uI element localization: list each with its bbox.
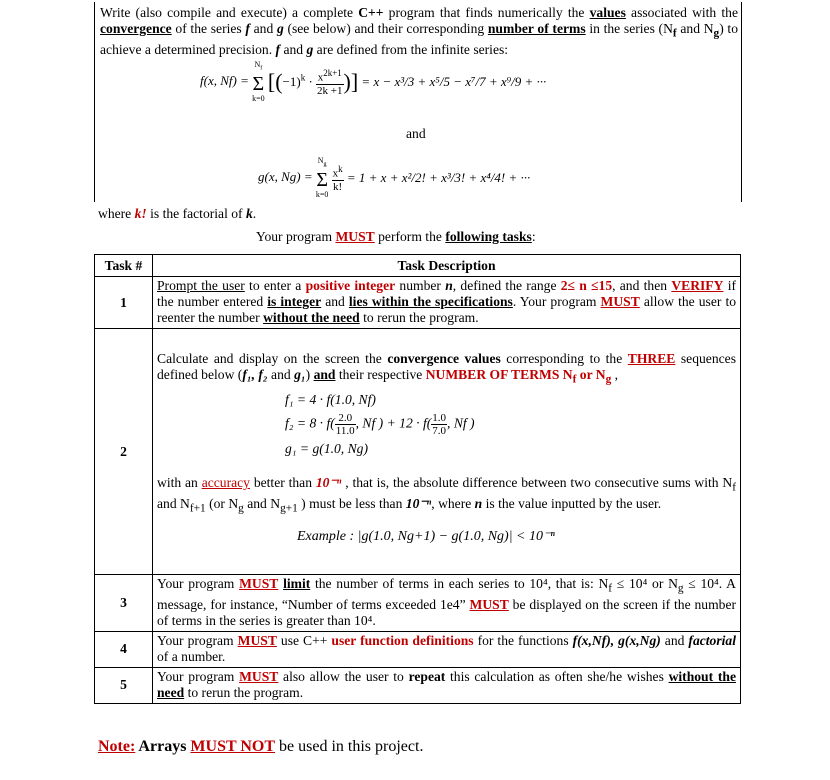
- task-description: [153, 667, 741, 703]
- header-task-number: Task #: [95, 255, 153, 277]
- intro-text: are defined from the infinite series:: [313, 41, 509, 57]
- task-text: without the need: [263, 310, 360, 325]
- task-text: . Your program: [512, 294, 601, 309]
- intro-text: associated with the: [625, 5, 738, 20]
- intro-convergence: convergence: [100, 21, 172, 36]
- task-text: to rerun the program.: [359, 310, 479, 325]
- task-text: Your program: [157, 632, 238, 648]
- note-text: be used in this project.: [275, 738, 424, 755]
- task-text: factorial: [688, 632, 736, 648]
- task-text: this calculation as often she/he wishes: [445, 668, 669, 684]
- task-text: to rerun the program.: [184, 684, 304, 700]
- task-text: for the functions: [473, 632, 573, 648]
- where-text: is the factorial of: [146, 206, 246, 221]
- task-text: Prompt the user: [157, 278, 245, 293]
- table-row: [95, 277, 741, 329]
- task-text: if the number entered: [157, 278, 736, 309]
- task-text: ): [305, 367, 314, 383]
- g-term-fraction: $\frac{x^k}{k!}$: [332, 163, 343, 193]
- task-description: [153, 329, 741, 575]
- tasks-table: [94, 254, 741, 704]
- heading-following-tasks: following tasks: [445, 229, 532, 244]
- task-text: is the value inputted by the user.: [482, 495, 662, 511]
- task-text: ≤ 10⁴ or N: [612, 576, 678, 591]
- task-text: number: [395, 278, 446, 293]
- task-text: of a number.: [157, 648, 226, 664]
- task-text: ) must be less than: [297, 495, 406, 511]
- task-description: [153, 631, 741, 667]
- intro-sub: g: [713, 27, 720, 40]
- task-number: 1: [95, 277, 153, 329]
- intro-paragraph: [100, 5, 738, 58]
- task-text: f₁, f₂: [242, 367, 268, 383]
- task-text: g+1: [280, 502, 298, 515]
- intro-text: and: [280, 41, 307, 57]
- table-row: [95, 667, 741, 703]
- tasks-heading: [256, 229, 536, 245]
- table-row: [95, 329, 741, 575]
- intro-g: g: [306, 41, 314, 57]
- task-text: (or N: [205, 495, 239, 511]
- task-text: 10⁻ⁿ: [315, 475, 342, 491]
- task-number: 4: [95, 631, 153, 667]
- formula-part: , Nf ): [447, 415, 475, 431]
- where-k: k: [245, 206, 253, 221]
- note-line: [98, 738, 423, 756]
- intro-f: f: [245, 21, 250, 36]
- g-equation-rhs: = 1 + x + x²/2! + x³/3! + x⁴/4! + ···: [346, 169, 531, 185]
- task-text: with an: [157, 475, 202, 491]
- task-text: THREE: [627, 351, 676, 367]
- task-text: and: [321, 294, 349, 309]
- task2-accuracy: [157, 475, 736, 516]
- formula-part: , Nf ) + 12 · f(: [355, 415, 432, 431]
- where-factorial: k!: [134, 206, 147, 221]
- task-text: also allow the user to: [278, 668, 409, 684]
- f2-fraction-2: [431, 412, 447, 437]
- heading-must: MUST: [335, 229, 375, 244]
- task-text: the number of terms in each series to 10⁴, that is: N: [310, 576, 609, 591]
- task-text: , that is, the absolute difference between two consecutive sums with N: [341, 475, 733, 491]
- fraction-num: 2.0: [335, 412, 356, 425]
- task-text: f: [608, 582, 613, 595]
- task-text: g₁: [294, 367, 306, 383]
- example-formula: Example : |g(1.0, Ng+1) − g(1.0, Ng)| < 10⁻ⁿ: [297, 528, 555, 544]
- task-text: use C++: [276, 632, 332, 648]
- task-text: Your program: [157, 576, 240, 591]
- table-row: [95, 575, 741, 632]
- intro-g: g: [276, 21, 284, 36]
- task-text: without the need: [157, 668, 736, 700]
- where-text: .: [252, 206, 257, 221]
- f-term-fraction: $\frac{x^{2k+1}}{2k +1}$: [317, 67, 343, 97]
- task-text: 2≤ n ≤15: [560, 278, 613, 293]
- fraction-num: 1.0: [432, 412, 447, 425]
- where-line: [98, 206, 256, 222]
- table-row: [95, 631, 741, 667]
- f-equation-rhs: = x − x³/3 + x⁵/5 − x⁷/7 + x⁹/9 + ···: [361, 73, 547, 89]
- task-text: sequences defined below (: [157, 351, 736, 383]
- task-text: their respective: [335, 367, 426, 383]
- note-label: Note:: [98, 738, 136, 755]
- bracket-open: [(: [267, 68, 283, 94]
- task-number: 5: [95, 667, 153, 703]
- task-text: MUST: [600, 294, 640, 309]
- task-description: [153, 277, 741, 329]
- task-text: ,: [611, 367, 619, 383]
- f1-formula: f₁ = 4 · f(1.0, Nf): [285, 392, 376, 408]
- task-text: be displayed on the screen if the number of terms in the series is greater than 10⁴.: [157, 596, 736, 628]
- intro-text: and: [249, 21, 277, 36]
- task-text: corresponding to the: [500, 351, 628, 367]
- fraction-den: 7.0: [432, 425, 447, 438]
- sum-symbol: $N_f$ Σ k=0: [252, 60, 265, 103]
- task-text: VERIFY: [671, 278, 724, 293]
- task-text: accuracy: [201, 475, 250, 491]
- intro-text: Write (also compile and execute) a complete: [100, 5, 359, 20]
- task2-intro: [157, 351, 736, 388]
- task-text: and N: [157, 495, 190, 511]
- task-number: 3: [95, 575, 153, 632]
- task-text: , where: [431, 495, 475, 511]
- f-equation-lhs: f(x, Nf) =: [200, 72, 249, 88]
- task-text: g: [238, 502, 244, 515]
- intro-number-of-terms: number of terms: [487, 21, 586, 36]
- task-text: n: [445, 278, 453, 293]
- task-text: n: [474, 495, 483, 511]
- task-text: f(x,Nf), g(x,Ng): [572, 632, 661, 648]
- task-text: g: [605, 374, 612, 387]
- g-series-equation: [258, 156, 530, 200]
- intro-text: program that finds numerically the: [383, 5, 590, 20]
- task-text: f: [732, 481, 737, 494]
- task-text: better than: [249, 475, 316, 491]
- table-header-row: [95, 255, 741, 277]
- sum-symbol: $N_g$ Σ k=0: [315, 156, 329, 199]
- intro-text: and N: [676, 21, 714, 36]
- task-text: , and then: [612, 278, 672, 293]
- intro-text: of the series: [171, 21, 246, 36]
- task-text: Calculate and display on the screen the: [157, 351, 388, 367]
- note-text: Arrays: [135, 738, 191, 755]
- task-text: and: [313, 367, 336, 383]
- task-text: ≤ 10⁴. A message, for instance, “Number of terms exceeded 1e4”: [157, 576, 736, 612]
- intro-f: f: [275, 41, 281, 57]
- task-text: 10⁻ⁿ: [405, 495, 432, 511]
- task-text: f: [572, 374, 577, 387]
- task-text: lies within the specifications: [348, 294, 513, 309]
- g-equation-lhs: g(x, Ng) =: [258, 168, 313, 184]
- fraction-den: 11.0: [335, 425, 355, 438]
- intro-values: values: [589, 5, 626, 20]
- task-text: MUST: [237, 632, 277, 648]
- note-must-not: MUST NOT: [190, 738, 276, 755]
- task-text: positive integer: [305, 278, 396, 293]
- header-task-description: Task Description: [153, 255, 741, 277]
- task-text: limit: [283, 576, 311, 591]
- intro-text: ) to achieve a determined precision.: [100, 21, 739, 57]
- task-text: NUMBER OF TERMS N: [425, 367, 573, 383]
- intro-text: in the series (N: [585, 21, 673, 36]
- intro-text: (see below) and their corresponding: [283, 21, 488, 36]
- task-text: convergence values: [387, 351, 501, 367]
- formula-part: f₂ = 8 · f(: [285, 415, 335, 431]
- task-text: and N: [243, 495, 281, 511]
- heading-text: :: [531, 229, 536, 244]
- task-description: [153, 575, 741, 632]
- task-text: Your program: [157, 668, 240, 684]
- task-text: is integer: [267, 294, 322, 309]
- f2-fraction-1: [335, 412, 356, 437]
- task-text: repeat: [408, 668, 446, 684]
- intro-cpp: C++: [358, 5, 384, 20]
- task-text: MUST: [239, 576, 279, 591]
- task-text: and: [660, 632, 689, 648]
- heading-text: Your program: [256, 229, 336, 244]
- g1-formula: g₁ = g(1.0, Ng): [285, 441, 368, 457]
- task-text: and: [267, 367, 295, 383]
- task-text: to enter a: [244, 278, 306, 293]
- heading-text: perform the: [374, 229, 446, 244]
- task-text: f+1: [189, 502, 206, 515]
- task-text: MUST: [239, 668, 279, 684]
- task-number: 2: [95, 329, 153, 575]
- task-text: , defined the range: [452, 278, 561, 293]
- task-text: MUST: [469, 596, 509, 612]
- intro-sub: f: [672, 27, 677, 40]
- task-text: allow the user to reenter the number: [157, 294, 737, 325]
- task-text: user function definitions: [331, 632, 474, 648]
- where-text: where: [98, 206, 135, 221]
- f-series-equation: f(x, Nf) = $N_f$ Σ k=0 [$(-1)^k$ · $\frac{x^{2k+1}}{2k +1}$ )] = x − x³/3 + x⁵/5 − x⁷/7 + x⁹/9 + ···: [200, 60, 547, 103]
- task-text: g: [677, 582, 684, 595]
- f2-formula: [285, 412, 736, 437]
- task-text: or N: [576, 367, 606, 383]
- and-word: and: [406, 126, 426, 141]
